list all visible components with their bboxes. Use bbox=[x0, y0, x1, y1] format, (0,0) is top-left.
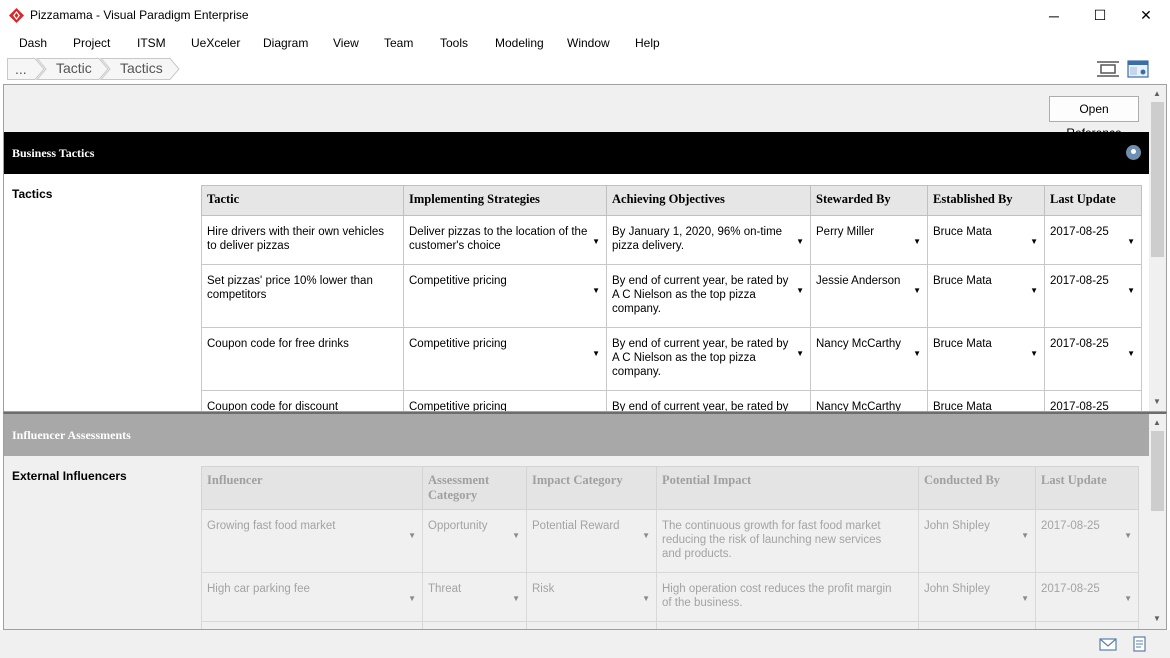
potential-impact-text: High operation cost reduces the profit margin of the business. bbox=[662, 583, 892, 609]
close-button[interactable]: ✕ bbox=[1140, 7, 1152, 23]
dropdown-arrow-icon[interactable]: ▼ bbox=[1127, 349, 1135, 358]
strategy-text: Deliver pizzas to the location of the customer's choice bbox=[409, 226, 588, 252]
impact-category-cell[interactable] bbox=[527, 622, 657, 631]
steward-text: Jessie Anderson bbox=[816, 275, 901, 287]
strategy-cell[interactable] bbox=[404, 328, 607, 391]
dropdown-arrow-icon[interactable]: ▼ bbox=[512, 594, 520, 603]
minimize-button[interactable]: ─ bbox=[1049, 7, 1059, 24]
column-header-assessment-category[interactable]: Assessment Category bbox=[423, 467, 527, 510]
table-row[interactable] bbox=[202, 265, 1142, 328]
established-text: Bruce Mata bbox=[933, 275, 992, 287]
last-update-cell[interactable] bbox=[1045, 328, 1142, 391]
assessment-category-text: Threat bbox=[428, 583, 462, 595]
steward-text: Nancy McCarthy bbox=[816, 401, 901, 412]
menu-view[interactable]: View bbox=[333, 36, 359, 50]
panel-layout-icon[interactable] bbox=[1127, 60, 1149, 78]
business-tactics-panel bbox=[3, 84, 1167, 412]
scroll-up-arrow-icon[interactable]: ▲ bbox=[1153, 418, 1161, 427]
dropdown-arrow-icon[interactable]: ▼ bbox=[796, 237, 804, 246]
breadcrumb-ellipsis[interactable]: ... bbox=[15, 61, 27, 77]
influencer-assessments-title: Influencer Assessments bbox=[12, 428, 131, 442]
column-header-impact-category[interactable]: Impact Category bbox=[527, 467, 657, 510]
assessment-category-cell[interactable] bbox=[423, 573, 527, 622]
scroll-down-arrow-icon[interactable]: ▼ bbox=[1153, 614, 1161, 623]
menu-project[interactable]: Project bbox=[73, 36, 111, 50]
assessment-category-cell[interactable] bbox=[423, 622, 527, 631]
column-header-stewarded-by[interactable]: Stewarded By bbox=[811, 186, 928, 216]
scrollbar-thumb[interactable] bbox=[1151, 431, 1164, 511]
scrollbar-thumb[interactable] bbox=[1151, 102, 1164, 257]
business-tactics-title: Business Tactics bbox=[12, 146, 95, 160]
scroll-up-arrow-icon[interactable]: ▲ bbox=[1153, 89, 1161, 98]
steward-cell[interactable] bbox=[811, 328, 928, 391]
table-row[interactable] bbox=[202, 328, 1142, 391]
table-row[interactable] bbox=[202, 510, 1139, 573]
objective-cell[interactable] bbox=[607, 216, 811, 265]
dropdown-arrow-icon[interactable]: ▼ bbox=[408, 594, 416, 603]
established-text: Bruce Mata bbox=[933, 401, 992, 412]
dropdown-arrow-icon[interactable]: ▼ bbox=[1021, 531, 1029, 540]
tactic-text: Coupon code for free drinks bbox=[207, 338, 349, 350]
column-header-last-update[interactable]: Last Update bbox=[1036, 467, 1139, 510]
potential-impact-text: The continuous growth for fast food market reducing the risk of launching new services and products. bbox=[662, 520, 882, 560]
menu-dash[interactable]: Dash bbox=[19, 36, 48, 50]
potential-impact-cell[interactable] bbox=[657, 573, 919, 622]
column-header-last-update[interactable]: Last Update bbox=[1045, 186, 1142, 216]
conducted-by-cell[interactable] bbox=[919, 622, 1036, 631]
breadcrumb-item-tactic[interactable]: Tactic bbox=[56, 60, 92, 76]
conducted-by-text: John Shipley bbox=[924, 520, 990, 532]
steward-cell[interactable] bbox=[811, 265, 928, 328]
last-update-text: 2017-08-25 bbox=[1041, 583, 1100, 595]
tactic-cell[interactable] bbox=[202, 216, 404, 265]
menu-diagram[interactable]: Diagram bbox=[263, 36, 309, 50]
steward-cell[interactable] bbox=[811, 391, 928, 413]
table-row[interactable] bbox=[202, 622, 1139, 631]
strategy-text: Competitive pricing bbox=[409, 275, 507, 287]
strategy-cell[interactable] bbox=[404, 391, 607, 413]
scroll-down-arrow-icon[interactable]: ▼ bbox=[1153, 397, 1161, 406]
objective-text: By end of current year, be rated by A C Nielson as the top pizza company. bbox=[612, 338, 789, 378]
dropdown-arrow-icon[interactable]: ▼ bbox=[512, 531, 520, 540]
influencer-text: High car parking fee bbox=[207, 583, 310, 595]
last-update-text: 2017-08-25 bbox=[1050, 338, 1109, 350]
steward-text: Nancy McCarthy bbox=[816, 338, 901, 350]
established-cell[interactable] bbox=[928, 328, 1045, 391]
open-reference-button[interactable]: Open bbox=[1049, 96, 1139, 122]
impact-category-cell[interactable] bbox=[527, 573, 657, 622]
menu-uexceler[interactable]: UeXceler bbox=[191, 36, 241, 50]
objective-text: By end of current year, be rated by A C Nielson as the top pizza company. bbox=[612, 275, 789, 315]
column-header-established-by[interactable]: Established By bbox=[928, 186, 1045, 216]
last-update-cell[interactable] bbox=[1036, 573, 1139, 622]
impact-category-text: Risk bbox=[532, 583, 555, 595]
conducted-by-cell[interactable] bbox=[919, 573, 1036, 622]
column-header-tactic[interactable]: Tactic bbox=[202, 186, 404, 216]
menu-itsm[interactable]: ITSM bbox=[137, 36, 166, 50]
assessment-category-text: Opportunity bbox=[428, 520, 488, 532]
dropdown-arrow-icon[interactable]: ▼ bbox=[642, 531, 650, 540]
dropdown-arrow-icon[interactable]: ▼ bbox=[796, 286, 804, 295]
objective-cell[interactable] bbox=[607, 265, 811, 328]
upper-vertical-scrollbar[interactable] bbox=[1149, 85, 1167, 412]
window-title: Pizzamama - Visual Paradigm Enterprise bbox=[30, 8, 249, 22]
tactics-table bbox=[201, 185, 1142, 412]
tactics-header-row bbox=[202, 186, 1142, 216]
objective-cell[interactable] bbox=[607, 328, 811, 391]
column-header-achieving-objectives[interactable]: Achieving Objectives bbox=[607, 186, 811, 216]
tactic-text: Hire drivers with their own vehicles to deliver pizzas bbox=[207, 226, 385, 252]
dropdown-arrow-icon[interactable]: ▼ bbox=[592, 237, 600, 246]
potential-impact-cell[interactable] bbox=[657, 510, 919, 573]
objective-text: By end of current year, be rated by bbox=[612, 401, 789, 412]
dropdown-arrow-icon[interactable]: ▼ bbox=[1127, 286, 1135, 295]
location-pin-icon[interactable] bbox=[1126, 145, 1141, 160]
objective-text: By January 1, 2020, 96% on-time pizza delivery. bbox=[612, 226, 783, 252]
strategy-cell[interactable] bbox=[404, 265, 607, 328]
influencer-text: Growing fast food market bbox=[207, 520, 336, 532]
influencer-cell[interactable] bbox=[202, 573, 423, 622]
conducted-by-text: John Shipley bbox=[924, 583, 990, 595]
impact-category-text: Potential Reward bbox=[532, 520, 620, 532]
column-header-potential-impact[interactable]: Potential Impact bbox=[657, 467, 919, 510]
table-row[interactable] bbox=[202, 391, 1142, 413]
established-text: Bruce Mata bbox=[933, 338, 992, 350]
established-text: Bruce Mata bbox=[933, 226, 992, 238]
menu-help[interactable]: Help bbox=[635, 36, 660, 50]
last-update-text: 2017-08-25 bbox=[1041, 520, 1100, 532]
menu-bar bbox=[0, 31, 1170, 55]
last-update-text: 2017-08-25 bbox=[1050, 226, 1109, 238]
dropdown-arrow-icon[interactable]: ▼ bbox=[796, 349, 804, 358]
last-update-cell[interactable] bbox=[1045, 216, 1142, 265]
table-row[interactable] bbox=[202, 216, 1142, 265]
influencer-cell[interactable] bbox=[202, 510, 423, 573]
established-cell[interactable] bbox=[928, 391, 1045, 413]
breadcrumb-item-tactics[interactable]: Tactics bbox=[120, 60, 163, 76]
document-edit-icon[interactable] bbox=[1131, 636, 1149, 652]
dropdown-arrow-icon[interactable]: ▼ bbox=[1021, 594, 1029, 603]
dropdown-arrow-icon[interactable]: ▼ bbox=[408, 531, 416, 540]
impact-category-cell[interactable] bbox=[527, 510, 657, 573]
assessment-category-cell[interactable] bbox=[423, 510, 527, 573]
breadcrumb bbox=[0, 55, 1170, 84]
app-logo-icon bbox=[9, 8, 24, 23]
last-update-cell[interactable] bbox=[1036, 510, 1139, 573]
dropdown-arrow-icon[interactable]: ▼ bbox=[913, 286, 921, 295]
tactics-label: Tactics bbox=[12, 187, 53, 201]
dropdown-arrow-icon[interactable]: ▼ bbox=[642, 594, 650, 603]
column-header-conducted-by[interactable]: Conducted By bbox=[919, 467, 1036, 510]
strategy-cell[interactable] bbox=[404, 216, 607, 265]
dropdown-arrow-icon[interactable]: ▼ bbox=[1124, 594, 1132, 603]
tactic-cell[interactable] bbox=[202, 328, 404, 391]
steward-cell[interactable] bbox=[811, 216, 928, 265]
last-update-cell[interactable] bbox=[1045, 391, 1142, 413]
last-update-cell[interactable] bbox=[1036, 622, 1139, 631]
column-header-influencer[interactable]: Influencer bbox=[202, 467, 423, 510]
dropdown-arrow-icon[interactable]: ▼ bbox=[1030, 286, 1038, 295]
dropdown-arrow-icon[interactable]: ▼ bbox=[1030, 237, 1038, 246]
menu-modeling[interactable]: Modeling bbox=[495, 36, 544, 50]
last-update-text: 2017-08-25 bbox=[1050, 401, 1109, 412]
tactic-text: Coupon code for discount bbox=[207, 401, 339, 412]
menu-window[interactable]: Window bbox=[567, 36, 610, 50]
external-influencers-label: External Influencers bbox=[12, 469, 127, 483]
mail-icon[interactable] bbox=[1099, 636, 1117, 652]
tactic-cell[interactable] bbox=[202, 391, 404, 413]
dropdown-arrow-icon[interactable]: ▼ bbox=[1124, 531, 1132, 540]
business-tactics-body bbox=[4, 174, 1149, 412]
title-bar bbox=[0, 0, 1170, 31]
business-tactics-heading bbox=[4, 132, 1149, 174]
lower-vertical-scrollbar[interactable] bbox=[1149, 414, 1167, 630]
fit-width-icon[interactable] bbox=[1097, 60, 1119, 78]
influencers-table bbox=[201, 466, 1139, 630]
menu-tools[interactable]: Tools bbox=[440, 36, 469, 50]
influencer-assessments-body bbox=[4, 456, 1149, 630]
influencer-assessments-heading bbox=[4, 414, 1149, 456]
steward-text: Perry Miller bbox=[816, 226, 875, 238]
column-header-implementing-strategies[interactable]: Implementing Strategies bbox=[404, 186, 607, 216]
potential-impact-cell[interactable] bbox=[657, 622, 919, 631]
menu-team[interactable]: Team bbox=[384, 36, 414, 50]
tactic-text: Set pizzas' price 10% lower than competitors bbox=[207, 275, 373, 301]
established-cell[interactable] bbox=[928, 265, 1045, 328]
influencer-assessments-panel bbox=[3, 412, 1167, 630]
strategy-text: Competitive pricing bbox=[409, 338, 507, 350]
dropdown-arrow-icon[interactable]: ▼ bbox=[592, 286, 600, 295]
last-update-cell[interactable] bbox=[1045, 265, 1142, 328]
conducted-by-cell[interactable] bbox=[919, 510, 1036, 573]
influencer-cell[interactable] bbox=[202, 622, 423, 631]
table-row[interactable] bbox=[202, 573, 1139, 622]
influencers-header-row bbox=[202, 467, 1139, 510]
dropdown-arrow-icon[interactable]: ▼ bbox=[592, 349, 600, 358]
dropdown-arrow-icon[interactable]: ▼ bbox=[913, 237, 921, 246]
objective-cell[interactable] bbox=[607, 391, 811, 413]
strategy-text: Competitive pricing bbox=[409, 401, 507, 412]
dropdown-arrow-icon[interactable]: ▼ bbox=[913, 349, 921, 358]
established-cell[interactable] bbox=[928, 216, 1045, 265]
last-update-text: 2017-08-25 bbox=[1050, 275, 1109, 287]
dropdown-arrow-icon[interactable]: ▼ bbox=[1127, 237, 1135, 246]
tactic-cell[interactable] bbox=[202, 265, 404, 328]
maximize-button[interactable]: ☐ bbox=[1093, 7, 1107, 23]
dropdown-arrow-icon[interactable]: ▼ bbox=[1030, 349, 1038, 358]
status-bar bbox=[0, 630, 1170, 658]
